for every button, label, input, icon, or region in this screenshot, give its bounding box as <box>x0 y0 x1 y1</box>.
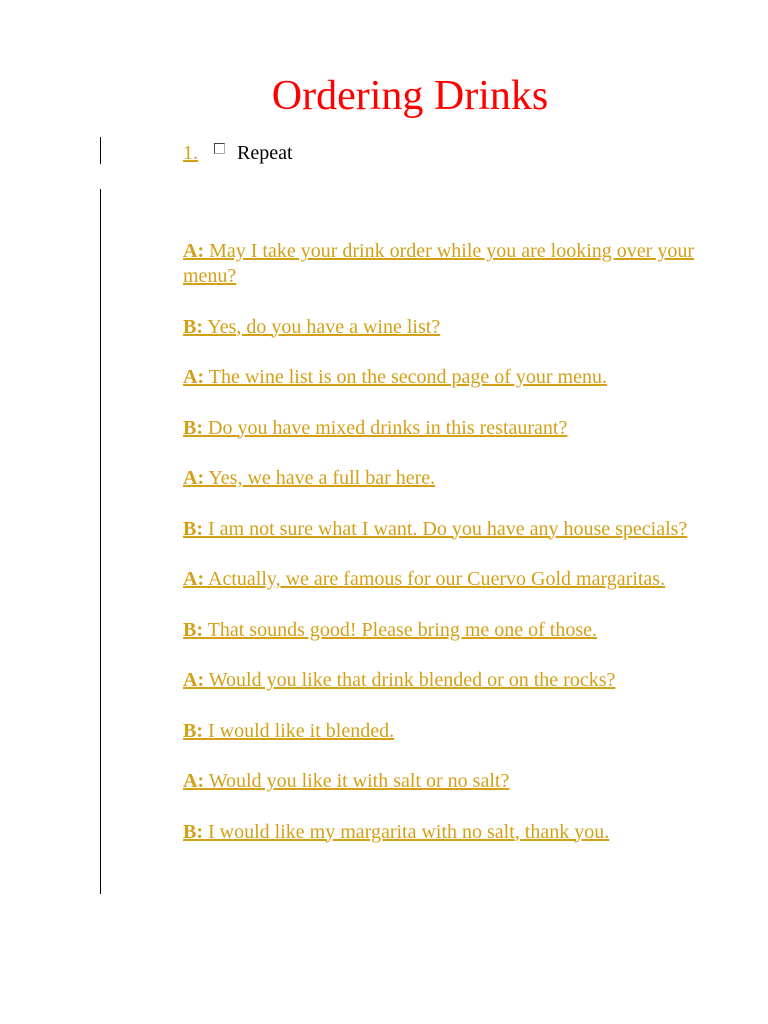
dialogue-text: I would like my margarita with no salt, thank you. <box>203 820 610 843</box>
dialogue-line[interactable] <box>183 769 703 794</box>
dialogue-text: Actually, we are famous for our Cuervo Gold margaritas. <box>204 568 666 590</box>
margin-bar <box>100 189 101 894</box>
dialogue-line[interactable] <box>183 315 703 340</box>
dialogue-line[interactable] <box>183 466 703 491</box>
page-title: Ordering Drinks <box>271 73 549 119</box>
speaker-label: B: <box>183 618 203 641</box>
dialogue-line[interactable] <box>183 567 703 592</box>
list-item <box>183 140 293 166</box>
speaker-label: A: <box>183 669 205 691</box>
speaker-label: B: <box>183 315 203 338</box>
item-number-link[interactable]: 1. <box>183 142 198 164</box>
speaker-label: A: <box>183 467 205 489</box>
speaker-label: A: <box>183 240 205 262</box>
dialogue-text: I am not sure what I want. Do you have any house specials? <box>203 517 688 540</box>
speaker-label: B: <box>183 517 203 540</box>
dialogue-line[interactable] <box>183 517 703 542</box>
speaker-label: A: <box>183 770 205 792</box>
dialogue-text: May I take your drink order while you are looking over your menu? <box>183 240 694 287</box>
dialogue-line[interactable] <box>183 719 703 744</box>
dialogue-text: Do you have mixed drinks in this restaurant? <box>203 416 568 439</box>
repeat-checkbox[interactable] <box>214 143 225 154</box>
dialogue-line[interactable] <box>183 416 703 441</box>
dialogue-line[interactable] <box>183 618 703 643</box>
dialogue-text: Yes, do you have a wine list? <box>203 315 441 338</box>
dialogue-text: Would you like that drink blended or on the rocks? <box>204 669 616 691</box>
dialogue-text: The wine list is on the second page of your menu. <box>204 366 607 388</box>
speaker-label: A: <box>183 568 205 590</box>
speaker-label: B: <box>183 820 203 843</box>
dialogue-text: I would like it blended. <box>203 719 395 742</box>
dialogue-line[interactable] <box>183 239 703 289</box>
speaker-label: A: <box>183 366 205 388</box>
speaker-label: B: <box>183 416 203 439</box>
dialogue <box>183 239 703 870</box>
dialogue-text: Yes, we have a full bar here. <box>204 467 436 489</box>
dialogue-line[interactable] <box>183 668 703 693</box>
dialogue-line[interactable] <box>183 820 703 845</box>
dialogue-text: Would you like it with salt or no salt? <box>204 770 510 792</box>
repeat-label: Repeat <box>237 142 293 164</box>
speaker-label: B: <box>183 719 203 742</box>
dialogue-line[interactable] <box>183 365 703 390</box>
dialogue-text: That sounds good! Please bring me one of those. <box>203 618 598 641</box>
margin-bar <box>100 137 101 164</box>
